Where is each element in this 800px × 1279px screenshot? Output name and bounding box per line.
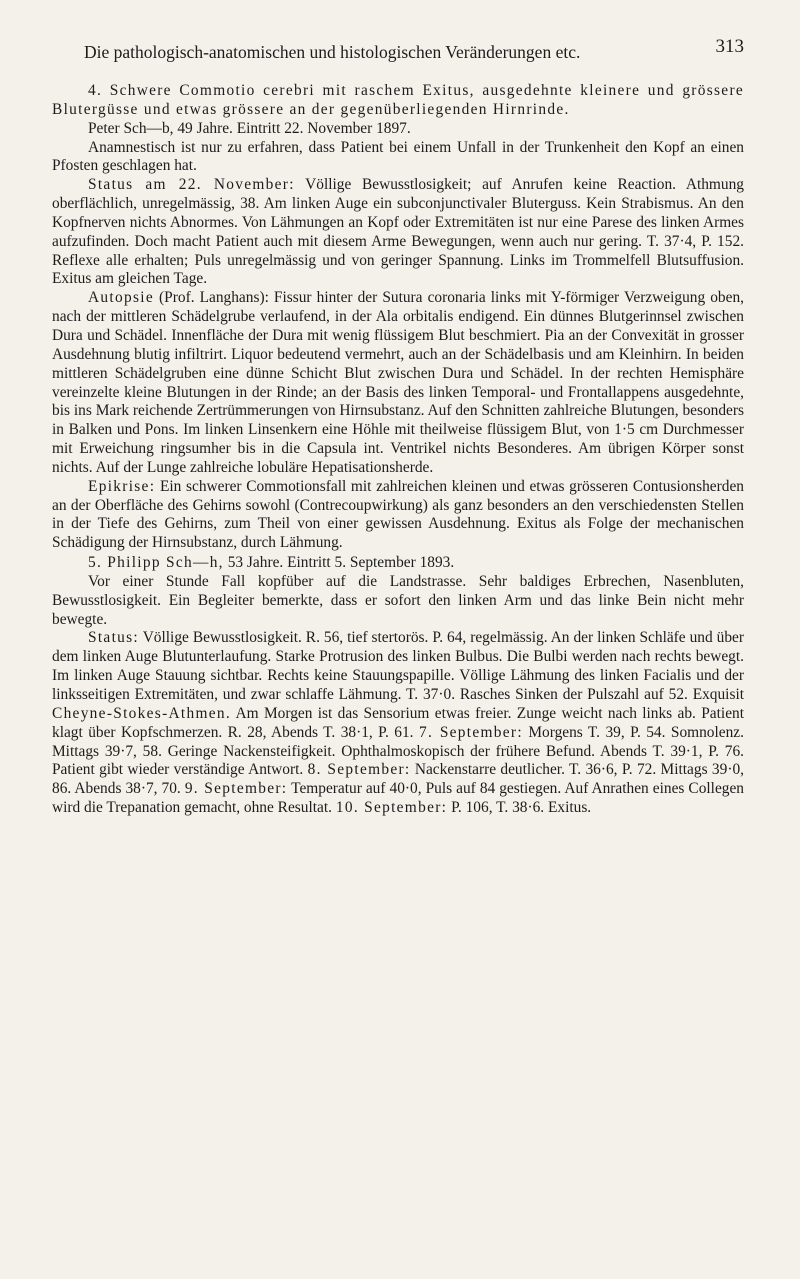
case4-autopsy-text: (Prof. Langhans): Fissur hinter der Sutura coronaria links mit Y-förmiger Verzweigung oben, nach der mittleren Schädelgrube verlaufend, in der Ala orbitalis endigend. Ein dünnes Blutgerinnsel zwischen Dura und Schädel. Innenfläche der Dura mit wenig flüssigem Blut beschmiert. Pia an der Convexität in grosser Ausdehnung blutig infiltrirt. Liquor bedeutend vermehrt, auch an der Schädelbasis und am Kleinhirn. In beiden mittleren Schädelgruben eine dünne Schicht Blut zwischen Dura und Schädel. In der rechten Hemisphäre vereinzelte kleine Blutungen in der Rinde; an der Basis des linken Temporal- und Frontallappens ausgedehnte, bis ins Mark reichende Zertrümmerungen von Hirnsubstanz. Auf den Schnitten zahlreiche Blutungen, besonders in Balken und Pons. Im linken Linsenkern eine Höhle mit theilweise flüssigem Blut, von 1·5 cm Durchmesser mit Erweichung ringsumher bis in die Capsula int. Ventrikel nichts Besonderes. Am übrigen Körper sonst nichts. Auf der Lunge zahlreiche lobuläre Hepatisationsherde. [52,289,744,476]
case5-sep9: Temperatur auf 40·0, Puls auf 84 gestiegen. Auf Anrathen eines Collegen wird die Trepanation gemacht, ohne Resultat. [52,780,744,817]
case5-sep7-label: 7. September: [418,723,523,741]
case5-sep10-label: 10. September: [335,799,448,817]
body-text [52,82,744,818]
running-title: Die pathologisch-anatomischen und histologischen Veränderungen etc. [84,42,581,62]
case4-status [52,176,744,289]
case5-status-text: Völlige Bewusstlosigkeit. R. 56, tief stertorös. P. 64, regelmässig. An der linken Schläfe und über dem linken Auge Blutunterlaufung. Starke Protrusion des linken Bulbus. Die Bulbi werden nach rechts bewegt. Im linken Auge Stauung sichtbar. Rechts keine Stauungspapille. Völlige Lähmung des linken Facialis und der linksseitigen Extremitäten, und zwar schlaffe Lähmung. T. 37·0. Rasches Sinken der Pulszahl auf 52. Exquisit [52,629,744,703]
case4-status-text: Völlige Bewusstlosigkeit; auf Anrufen keine Reaction. Athmung oberflächlich, unregelmässig, 38. Am linken Auge ein subconjunctivaler Bluterguss. Kein Strabismus. An den Kopfnerven nichts Abnormes. Von Lähmungen an Kopf oder Extremitäten ist nur eine Parese des linken Armes aufzufinden. Doch macht Patient auch mit diesem Arme Bewegungen, wenn auch nur gering. T. 37·4, P. 152. Reflexe alle erhalten; Puls unregelmässig und von geringer Spannung. Links im Trommelfell Blutsuffusion. Exitus am gleichen Tage. [52,176,744,288]
case4-epicrisis-label: Epikrise: [88,477,156,495]
page-number: 313 [715,36,744,57]
case5-sep9-label: 9. September: [184,780,288,798]
case4-epicrisis-text: Ein schwerer Commotionsfall mit zahlreichen kleinen und etwas grösseren Contusionsherden an der Oberfläche des Gehirns sowohl (Contrecoupwirkung) als ganz besonders an den verschiedensten Stellen in der Tiefe des Gehirns, zum Theil von einer gewissen Ausdehnung. Exitus als Folge der mechanischen Schädigung der Hirnsubstanz, durch Lähmung. [52,477,744,552]
running-head [52,22,744,62]
case4-autopsy-label: Autopsie [88,289,154,307]
case4-anamnesis: Anamnestisch ist nur zu erfahren, dass Patient bei einem Unfall in der Trunkenheit den Kopf an einen Pfosten geschlagen hat. [52,138,744,175]
case4-status-label: Status am 22. November: [88,176,295,194]
case5-status-label: Status: [88,629,140,647]
case5-sep8-label: 8. September: [307,761,411,779]
case5-sep10: P. 106, T. 38·6. Exitus. [447,799,592,817]
case5-history: Vor einer Stunde Fall kopfüber auf die Landstrasse. Sehr baldiges Erbrechen, Nasenbluten, Bewusstlosigkeit. Ein Begleiter bemerkte, dass er sofort den linken Arm und das linke Bein nicht mehr bewegte. [52,572,744,628]
case5-sep8: Nackenstarre deutlicher. T. 36·6, P. 72. Mittags 39·0, 86. Abends 38·7, 70. [52,761,744,798]
case4-epicrisis [52,478,744,553]
case4-heading: 4. Schwere Commotio cerebri mit raschem Exitus, ausgedehnte kleinere und grössere Blutergüsse und etwas grössere an der gegenüberliegenden Hirnrinde. [52,82,744,118]
case5-sep7: Morgens T. 39, P. 54. Somnolenz. Mittags 39·7, 58. Geringe Nackensteifigkeit. Ophthalmoskopisch der frühere Befund. Abends T. 39·1, P. 76. Patient gibt wieder verständige Antwort. [52,723,744,779]
case5-morning: Am Morgen ist das Sensorium etwas freier. Zunge weicht nach links ab. Patient klagt über Kopfschmerzen. R. 28, Abends T. 38·1, P. 61. [52,704,744,741]
case5-cheyne-stokes: Cheyne-Stokes-Athmen. [52,704,232,722]
case5-heading-text: 53 Jahre. Eintritt 5. September 1893. [223,554,455,572]
case4-patient-text: Peter Sch—b, 49 Jahre. Eintritt 22. November 1897. [88,119,411,137]
case4-autopsy [52,289,744,477]
case5-heading [52,554,744,573]
case4-patient [52,120,744,139]
case5-status [52,629,744,817]
case5-heading-label: 5. Philipp Sch—h, [88,554,224,572]
